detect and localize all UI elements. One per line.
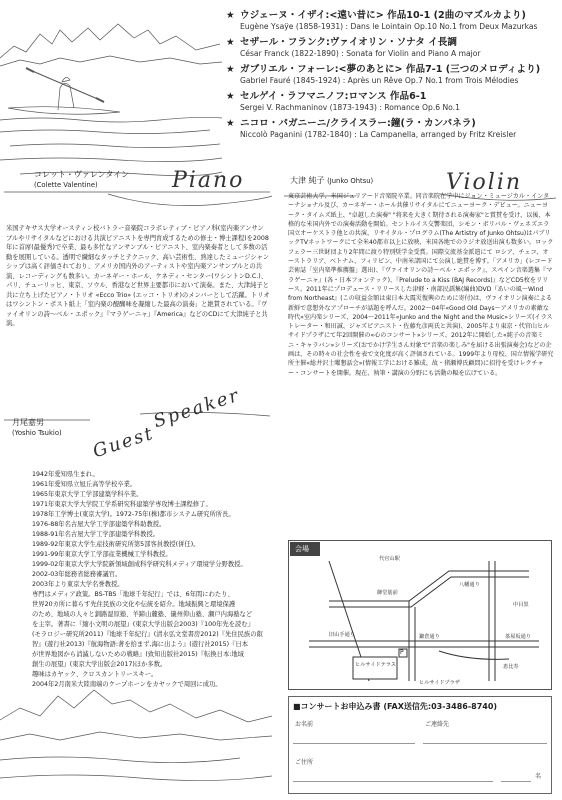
application-form bbox=[288, 696, 552, 794]
map-label: 会場 bbox=[295, 545, 309, 553]
address-label: ご住所 bbox=[295, 759, 314, 766]
pianist-name bbox=[34, 170, 129, 190]
program-title-en: Niccolò Paganini (1782-1840) : La Campanella, arranged by Fritz Kreisler bbox=[240, 130, 517, 139]
piano-script-heading: Piano bbox=[172, 168, 245, 193]
map-place: ヒルサイドテラス bbox=[355, 662, 396, 668]
program-title-en: Eugène Ysaÿe (1858-1931) : Dans le Lointain Op.10 No.1 from Deux Mazurkas bbox=[240, 22, 538, 31]
guest-bio-line: 1991-99年東京大学工学部産業機械工学科教授。 bbox=[32, 551, 172, 558]
violinist-name-ja: 大津 純子 bbox=[290, 176, 325, 185]
guest-name bbox=[12, 418, 62, 438]
map-place: 中目黒 bbox=[513, 602, 529, 608]
guest-bio-line: 2002-03年総務省総務審議官。 bbox=[32, 571, 122, 578]
star-icon: ★ bbox=[226, 10, 235, 21]
guest-bio-line: 1965年東京大学工学部建築学科卒業。 bbox=[32, 491, 143, 498]
guest-name-ja: 月尾嘉男 bbox=[12, 418, 44, 427]
guest-bio bbox=[32, 470, 276, 690]
count-field[interactable] bbox=[501, 781, 531, 782]
guest-bio-line: 2004年2月南米大陸南端のケープホーンをカヤックで周回に成功。 bbox=[32, 681, 222, 688]
pianist-name-ja: コレット・ヴァレンタイン bbox=[34, 170, 130, 179]
star-icon: ★ bbox=[226, 64, 235, 75]
pianist-name-en: (Colette Valentine) bbox=[34, 181, 98, 189]
venue-map bbox=[288, 540, 552, 690]
violinist-bio: 東京芸術大学、米国ジュリアード音楽院卒業。同音楽院在学中にジョン・ミュージカル・インターナショナル及び、カーネギー・ホール共催リサイタルにてニューヨーク・デビュー。ニューヨーク・タイムズ紙上、"卓越した演奏" "将来を大きく期待される演奏家"と賞賛を受け、以後、本格的な米国内外での演奏活動を開始。セントルイス交響楽団、シモン・ボリバル・ヴェネズエラ国立オーケストラ他との共演、リサイタル・プログラム(The Artistry of Junko Ohtsu)はパブリックTVネットワークにて全米40都市以上に放映、米国各地でのラジオ放送出演も数多い。ロックフェラー三世財団より2年間に渡り特別奨学金受賞。国際交流基金派遣にて ロシア、チェコ、オーストラリア、ベトナム、フィリピン、中南米諸国にて公演し絶賛を博す。「アメリカ」(レコード芸術誌「室内楽準推薦盤」選出)、『ヴァイオリンの詩〜ベル・エポック』、スペイン音楽選集『マラゲーニャ』(各・日本フォンテック)、『Prelude to a Kiss (BAJ Records)』などCD5枚をリリース。2011年にプロデュース・リリースした津軽・南部民謡集(編曲)DVD『あいの風〜Wind from Northeast』(この収益金額は東日本大震災復興のために寄付)は、ヴァイオリン演奏による新鮮で意想外なアプローチが話題を呼んだ。2002〜04年«Good Old Days〜アメリカの素敵な時代»室内楽シリーズ、2004〜2011年«Junko and the Night and the Music»シリーズ(イラストレーター・和田誠、ジャズピアニスト・佐藤允彦両氏と共演)、2005年より東京・代官山ヒルサイドプラザにて年2回開催の«心のコンサート»シリーズ、2012年に開始した«純子の音楽ミニ・キャラバン»シリーズ(おでかけ学生さん対象で"音楽の楽しみ"を届ける出張演奏会)などの企画は、その時々の社会性を表で文化度が高く評価されている。1999年より母校、国立情報学研究所主催«総井沢土曜懇話会»(情報工学における雑成、故・猪瀬博氏顧問)に招待を受けレクチャー・コンサートを開催。現在、執筆・講演の分野にも活動の幅を広げている。 bbox=[288, 193, 554, 377]
mountain-outline-bottom bbox=[0, 690, 272, 722]
guest-bio-line: を主宰。著書に『縮小文明の展望』(東京大学出版会2003)『100年先を読む』 bbox=[32, 621, 254, 628]
guest-bio-line: 智』(遊行社2013)『航海物語:著を拾まず,海に出よう』(遊行社2015)『日本 bbox=[32, 641, 249, 648]
guest-bio-line: 1961年愛知県立旭丘高等学校卒業。 bbox=[32, 481, 137, 488]
guest-script-heading: Guest bbox=[90, 422, 157, 463]
contact-label: ご連絡先 bbox=[425, 721, 450, 728]
guest-name-en: (Yoshio Tsukio) bbox=[12, 429, 62, 437]
program-item bbox=[226, 118, 556, 140]
program-item bbox=[226, 91, 556, 113]
guest-bio-line: 創生の展望』(東京大学出版会2017)ほか多数。 bbox=[32, 661, 167, 668]
kayak bbox=[8, 107, 120, 115]
guest-bio-line: のため、地域の人々と釧路湿原塾、羊蹄山麓塾、儀州仰山塾、瀬戸内海塾など bbox=[32, 611, 253, 618]
kayaker bbox=[58, 77, 74, 110]
name-label: お名前 bbox=[295, 721, 314, 728]
violin-script-heading: Violin bbox=[446, 170, 523, 195]
violinist-name-en: (Junko Ohtsu) bbox=[327, 177, 374, 185]
mountain-outline-top bbox=[0, 24, 220, 58]
map-place: 御堂筋前 bbox=[377, 590, 398, 596]
speaker-script-heading: Speaker bbox=[150, 384, 243, 433]
star-icon: ★ bbox=[226, 118, 235, 129]
star-icon: ★ bbox=[226, 37, 235, 48]
parking-icon: P bbox=[400, 649, 404, 656]
map-place: 茶屋坂通り bbox=[505, 634, 531, 640]
guest-bio-line: 1971年東京大学大学院工学系研究科建築学専攻博士課程修了。 bbox=[32, 501, 212, 508]
star-icon: ★ bbox=[226, 91, 235, 102]
water-lines bbox=[0, 117, 222, 175]
program-title-ja: セルゲイ・ラフマニノフ:ロマンス 作品6-1 bbox=[240, 91, 427, 102]
guest-bio-line: 専門はメディア政策。BS-TBS「地球千年紀行」では、6年間にわたり、 bbox=[32, 591, 234, 598]
map-place: ヒルサイドプラザ bbox=[419, 680, 460, 686]
contact-field[interactable] bbox=[423, 743, 547, 744]
address-field[interactable] bbox=[293, 781, 493, 782]
program-title-en: Gabriel Fauré (1845-1924) : Après un Rêve Op.7 No.1 from Trois Mélodies bbox=[240, 76, 519, 85]
map-place: 代官山駅 bbox=[379, 556, 400, 562]
program-item bbox=[226, 10, 556, 32]
program-title-ja: ウジェーヌ・イザイ:<遠い昔に> 作品10-1 (2曲のマズルカより) bbox=[240, 10, 526, 21]
program-title-ja: ニコロ・パガニーニ/クライスラー:鐘(ラ・カンパネラ) bbox=[240, 118, 476, 129]
program-title-en: Sergei V. Rachmaninov (1873-1943) : Romance Op.6 No.1 bbox=[240, 103, 460, 112]
name-field[interactable] bbox=[293, 743, 415, 744]
guest-bio-line: 世界20カ所に暮らす先住民族の文化や伝統を紹介。地域振興と環境保護 bbox=[32, 601, 236, 608]
pianist-bio: 米国テキサス大学オースティン校バトラー音楽院コラボレティブ・ピアノ科(室内楽アンサンブルやリサイタルなどにおける共演ピアニストを専門育成するための修士・博士課程)を2008年に首席(最優秀)で卒業、最も多忙なアンサンブル・ピアニスト、室内楽奏者として多数の活動を展開している。透明で繊細なタッチとテクニック、高い芸術性、熟達したミュージシャンシップは高く評価されており、アメリカ国内外のアーティストや室内楽アンサンブルとの共演、レコーディングも数多い。カーネギー・ホール、ケネディ・センター(ワシントンD.C.)、パリ、チューリッヒ、東京、ソウル、香港など世界主要都市において演奏。また、大津純子と共に立ち上げたピアノ・トリオ «Ecco Trio» (エッコ・トリオ)のメンバーとして活躍。トリオはワシントン・ポスト紙上「室内楽の醍醐味を凝縮した最高の演奏」と絶賛されている。『ヴァイオリンの詩〜ベル・エポック』『マラゲーニャ』『America』などのCDにて大津純子と共演。 bbox=[6, 225, 270, 327]
form-title: ■コンサートお申込み書 (FAX送信先:03-3486-8740) bbox=[293, 702, 498, 711]
program-title-ja: セザール・フランク:ヴァイオリン・ソナタ イ長調 bbox=[240, 37, 457, 48]
guest-bio-line: が世界地図から消滅しないための戦略』(致知出版社2015)『転換日本:地域 bbox=[32, 651, 244, 658]
guest-bio-line: 1988-91年名古屋大学工学部建築学科教授。 bbox=[32, 531, 160, 538]
program-item bbox=[226, 37, 556, 59]
guest-bio-line: 1978年工学博士(東京大学)。1972-75年(株)都市システム研究所所長。 bbox=[32, 511, 235, 518]
program-list bbox=[226, 10, 556, 145]
guest-bio-line: 1976-88年名古屋大学工学部建築学科助教授。 bbox=[32, 521, 166, 528]
map-place: 恵比寿 bbox=[503, 664, 519, 670]
map-place: 旧山手通り bbox=[329, 632, 355, 638]
guest-bio-line: 2003年より東京大学名誉教授。 bbox=[32, 581, 124, 588]
program-title-en: César Franck (1822-1890) : Sonata for Violin and Piano A major bbox=[240, 49, 481, 58]
program-item bbox=[226, 64, 556, 86]
count-label: 名 bbox=[535, 773, 542, 780]
guest-bio-line: 1942年愛知県生まれ。 bbox=[32, 471, 99, 478]
guest-bio-line: 1999-02年東京大学大学院新領域創成科学研究科メディア環境学分野教授。 bbox=[32, 561, 247, 568]
guest-bio-line: (モラロジー研究所2011)『地球千年紀行』(清水弘文堂書房2012)『先住民族の叡 bbox=[32, 631, 263, 638]
program-title-ja: ガブリエル・フォーレ:<夢のあとに> 作品7-1 (三つのメロディより) bbox=[240, 64, 541, 75]
guest-bio-line: 趣味はカヤック、クロスカントリースキー。 bbox=[32, 671, 158, 678]
map-place: 鎌倉通り bbox=[419, 634, 440, 640]
map-place: 八幡通り bbox=[459, 582, 480, 588]
violinist-name bbox=[290, 176, 373, 186]
guest-bio-line: 1989-92年東京大学生産技術研究所第5部客員教授(併任)。 bbox=[32, 541, 200, 548]
